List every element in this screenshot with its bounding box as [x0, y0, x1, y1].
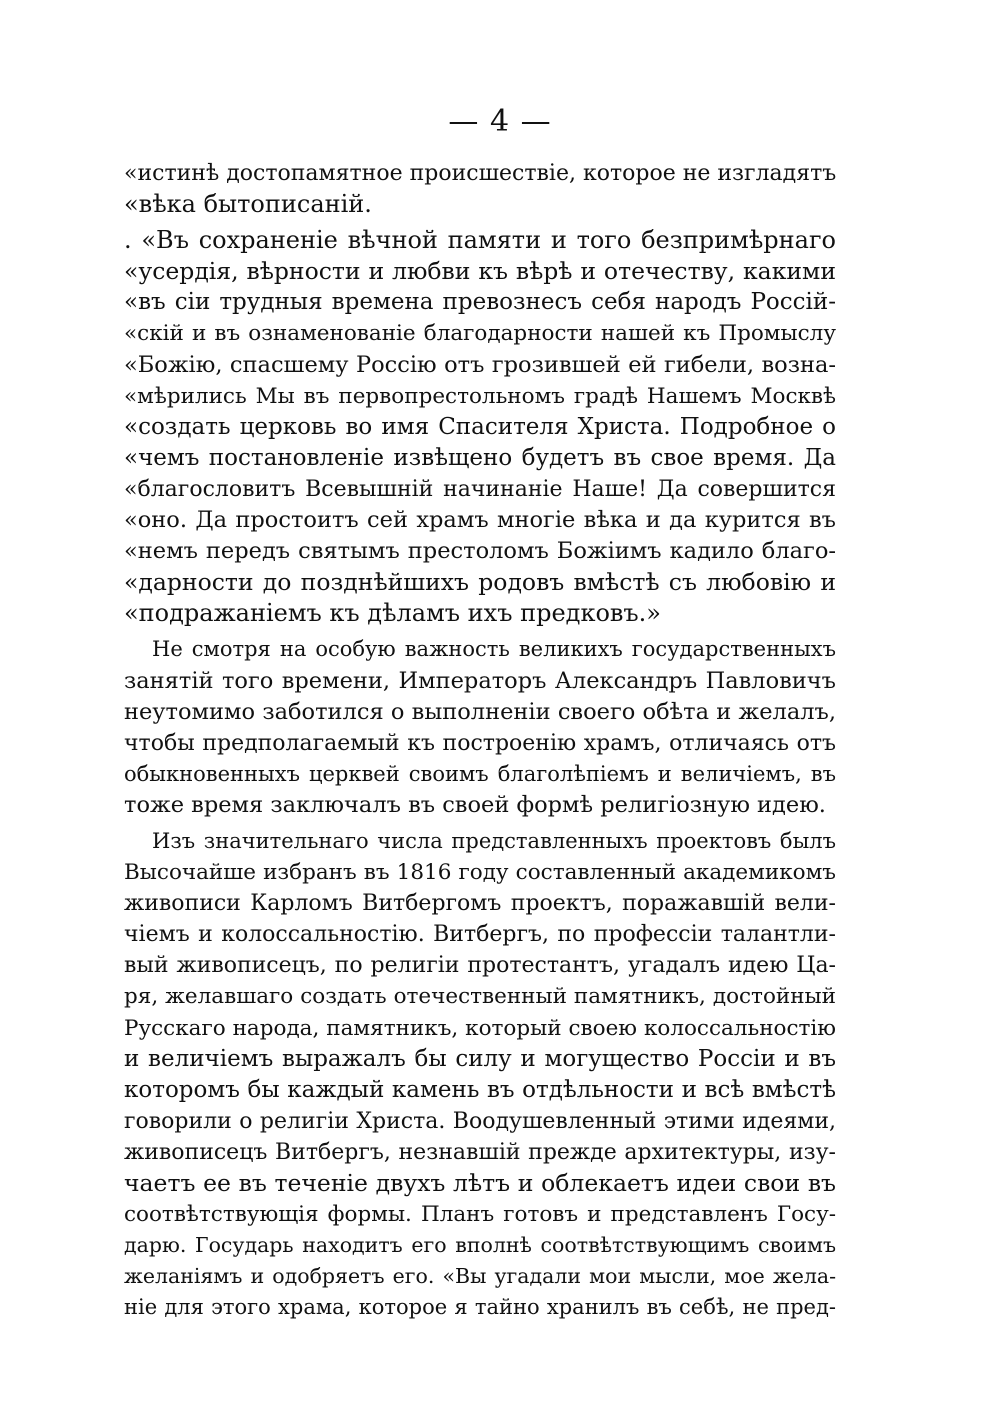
text-line: желаніямъ и одобряетъ его. «Вы угадали мои мысли, мое жела- [124, 1264, 836, 1289]
page-number: — 4 — [448, 104, 552, 139]
text-line: чтобы предполагаемый къ построенію храмъ, отличаясь отъ [124, 730, 836, 756]
text-line: дарю. Государь находитъ его вполнѣ соотвѣтствующимъ своимъ [124, 1233, 836, 1258]
text-line: живописецъ Витбергъ, незнавшій прежде архитектуры, изу- [124, 1139, 836, 1165]
text-line: «дарности до позднѣйшихъ родовъ вмѣстѣ съ любовію и [124, 568, 836, 597]
text-line: вый живописецъ, по религіи протестантъ, угадалъ идею Ца- [124, 953, 836, 979]
paragraph [124, 158, 836, 220]
text-line: «усердія, вѣрности и любви къ вѣрѣ и отечеству, какими [124, 257, 836, 286]
text-line: занятій того времени, Императоръ Александръ Павловичъ [124, 667, 836, 694]
text-line: ніе для этого храма, которое я тайно хранилъ въ себѣ, не пред- [124, 1295, 836, 1320]
text-line: Изъ значительнаго числа представленныхъ проектовъ былъ [152, 828, 836, 853]
paragraph [124, 634, 836, 821]
paragraph [124, 826, 836, 1324]
text-line: ря, желавшаго создать отечественный памятникъ, достойный [124, 984, 836, 1010]
text-line: неутомимо заботился о выполненіи своего обѣта и желалъ, [124, 698, 836, 725]
text-line: которомъ бы каждый камень въ отдѣльности и всѣ вмѣстѣ [124, 1076, 836, 1103]
text-line: . «Въ сохраненіе вѣчной памяти и того безпримѣрнаго [124, 226, 836, 255]
text-line: соотвѣтствующія формы. Планъ готовъ и представленъ Госу- [124, 1202, 836, 1228]
text-line: «вѣка бытописаній. [124, 190, 372, 219]
text-line: «подражаніемъ къ дѣламъ ихъ предковъ.» [124, 599, 661, 628]
text-line: «Божію, спасшему Россію отъ грозившей ей гибели, возна- [124, 351, 836, 378]
text-line: «чемъ постановленіе извѣщено будетъ въ свое время. Да [124, 444, 836, 471]
body-text [124, 158, 836, 1323]
text-line: Высочайше избранъ въ 1816 году составленный академикомъ [124, 860, 836, 886]
text-line: тоже время заключалъ въ своей формѣ религіозную идею. [124, 791, 826, 818]
text-line: чаетъ ее въ теченіе двухъ лѣтъ и облекаетъ идеи свои въ [124, 1169, 836, 1197]
text-line: «истинѣ достопамятное происшествіе, которое не изгладятъ [124, 161, 836, 186]
text-line: Не смотря на особую важность великихъ государственныхъ [152, 637, 836, 662]
text-line: «скій и въ ознаменованіе благодарности нашей къ Промыслу [124, 321, 836, 347]
text-line: Русскаго народа, памятникъ, который своею колоссальностію [124, 1015, 836, 1041]
text-line: и величіемъ выражалъ бы силу и могущество Россіи и въ [124, 1045, 836, 1072]
text-line: «въ сіи трудныя времена превознесъ себя народъ Россій- [124, 289, 836, 316]
text-line: «немъ передъ святымъ престоломъ Божіимъ кадило благо- [124, 538, 836, 565]
paragraph [124, 225, 836, 629]
text-line: «создать церковь во имя Спасителя Христа. Подробное о [124, 413, 836, 440]
text-line: «оно. Да простоитъ сей храмъ многіе вѣка и да курится въ [124, 507, 836, 534]
text-line: «благословитъ Всевышній начинаніе Наше! Да совершится [124, 476, 836, 502]
text-line: обыкновенныхъ церквей своимъ благолѣпіемъ и величіемъ, въ [124, 761, 836, 786]
text-line: живописи Карломъ Витбергомъ проектъ, поражавшій вели- [124, 891, 836, 917]
text-line: «мѣрились Мы въ первопрестольномъ градѣ Нашемъ Москвѣ [124, 383, 836, 409]
text-line: говорили о религіи Христа. Воодушевленный этими идеями, [124, 1108, 836, 1134]
text-line: чіемъ и колоссальностію. Витбергъ, по профессіи талантли- [124, 922, 836, 948]
